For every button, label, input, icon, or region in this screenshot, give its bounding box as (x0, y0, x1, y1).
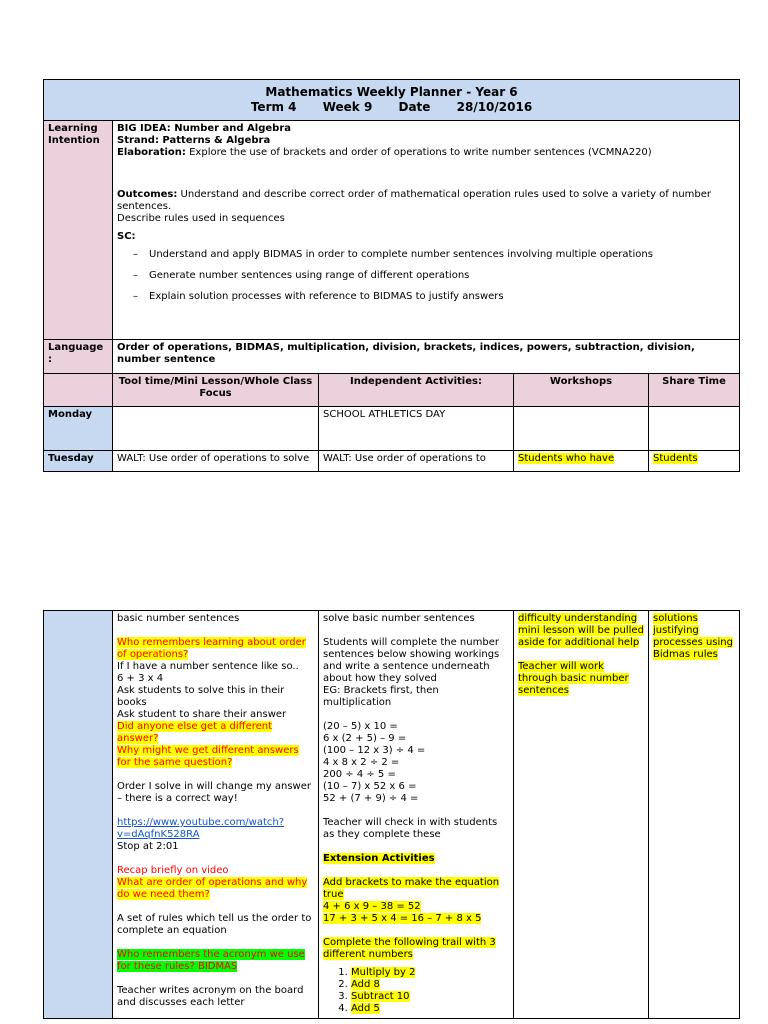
tt-line: 6 + 3 x 4 (117, 673, 164, 684)
planner-title (44, 80, 740, 121)
tuesday-share-text: Students (653, 453, 698, 464)
tuesday-workshops (514, 451, 649, 472)
header-blank-cell (44, 374, 113, 407)
ws-line: Teacher will work through basic number sentences (518, 661, 629, 696)
extension-title: Extension Activities (323, 853, 435, 864)
tt-line: If I have a number sentence like so.. (117, 661, 299, 672)
tt-line: basic number sentences (117, 613, 240, 624)
extension-line: Add brackets to make the equation true (323, 877, 500, 900)
outcomes (117, 189, 735, 213)
planner-table-page-2 (43, 610, 740, 1019)
tt-line: Order I solve in will change my answer – there is a correct way! (117, 781, 312, 804)
strand: Strand: Patterns & Algebra (117, 135, 271, 146)
planner-title-text: Mathematics Weekly Planner - Year 6 (265, 85, 518, 99)
sc-label: SC: (117, 231, 136, 242)
planner-table-page-1 (43, 79, 740, 472)
extension-line: Complete the following trail with 3 different numbers (323, 937, 496, 960)
trail-step: 2. Add 8 (351, 979, 509, 991)
tt-question: Why might we get different answers for the same question? (117, 745, 299, 768)
outcomes-label: Outcomes: (117, 189, 178, 200)
trail-steps (323, 967, 509, 1015)
col-header-workshops: Workshops (514, 374, 649, 407)
sc-item: – Generate number sentences using range of different operations (133, 270, 735, 282)
col-header-share-time: Share Time (649, 374, 740, 407)
monday-share (649, 407, 740, 451)
continued-tool-time (113, 611, 319, 1019)
tt-line: Teacher writes acronym on the board and discusses each letter (117, 985, 304, 1008)
tt-question: Did anyone else get a different answer? (117, 721, 273, 744)
continued-share (649, 611, 740, 1019)
extension-line: 17 + 3 + 5 x 4 = 16 – 7 + 8 x 5 (323, 913, 482, 924)
language-text: Order of operations, BIDMAS, multiplication, division, brackets, indices, powers, subtraction, division, number sentence (113, 340, 740, 374)
ind-line: Students will complete the number sentences below showing workings and write a sentence underneath about how they solved (323, 637, 500, 684)
monday-tool-time (113, 407, 319, 451)
week: Week 9 (322, 100, 373, 114)
monday-workshops (514, 407, 649, 451)
tt-line: Ask students to solve this in their books (117, 685, 285, 708)
tt-line: A set of rules which tell us the order to complete an equation (117, 913, 312, 936)
equation: (10 – 7) x 52 x 6 = (323, 781, 417, 792)
continued-workshops (514, 611, 649, 1019)
elaboration-label: Elaboration: (117, 147, 186, 158)
share-line: solutions justifying processes using Bidmas rules (653, 613, 733, 660)
equation: (100 – 12 x 3) ÷ 4 = (323, 745, 426, 756)
date-label: Date (398, 100, 431, 114)
term: Term 4 (250, 100, 297, 114)
tt-question-green: Who remembers the acronym we use for these rules? BIDMAS (117, 949, 305, 972)
equation: 4 x 8 x 2 ÷ 2 = (323, 757, 400, 768)
col-header-tool-time: Tool time/Mini Lesson/Whole Class Focus (113, 374, 319, 407)
ind-line: Teacher will check in with students as they complete these (323, 817, 498, 840)
tuesday-share (649, 451, 740, 472)
tuesday-tool-time: WALT: Use order of operations to solve (113, 451, 319, 472)
tt-question: What are order of operations and why do we need them? (117, 877, 308, 900)
language-label: Language : (44, 340, 113, 374)
col-header-independent: Independent Activities: (319, 374, 514, 407)
monday-independent: SCHOOL ATHLETICS DAY (319, 407, 514, 451)
outcomes-2: Describe rules used in sequences (117, 213, 285, 224)
outcomes-text: Understand and describe correct order of mathematical operation rules used to solve a variety of number sentences. (117, 189, 712, 212)
sc-list (117, 249, 735, 303)
day-label-monday: Monday (44, 407, 113, 451)
sc-item: – Explain solution processes with reference to BIDMAS to justify answers (133, 291, 735, 303)
tt-recap: Recap briefly on video (117, 865, 229, 876)
trail-step: 1. Multiply by 2 (351, 967, 509, 979)
continued-independent (319, 611, 514, 1019)
elaboration-text: Explore the use of brackets and order of operations to write number sentences (VCMNA220) (189, 147, 652, 158)
sc-item: – Understand and apply BIDMAS in order to complete number sentences involving multiple operations (133, 249, 735, 261)
trail-step: 4. Add 5 (351, 1003, 509, 1015)
big-idea: BIG IDEA: Number and Algebra (117, 123, 292, 134)
ind-line: EG: Brackets first, then multiplication (323, 685, 439, 708)
equation: 200 ÷ 4 ÷ 5 = (323, 769, 396, 780)
tuesday-workshops-text: Students who have (518, 453, 615, 464)
tuesday-independent: WALT: Use order of operations to (319, 451, 514, 472)
youtube-link[interactable]: https://www.youtube.com/watch?v=dAqfnK528RA (117, 817, 285, 840)
elaboration (117, 147, 735, 159)
equation: 52 + (7 + 9) ÷ 4 = (323, 793, 419, 804)
continued-day-cell (44, 611, 113, 1019)
trail-step: 3. Subtract 10 (351, 991, 509, 1003)
day-label-tuesday: Tuesday (44, 451, 113, 472)
tt-question: Who remembers learning about order of operations? (117, 637, 306, 660)
date-value: 28/10/2016 (456, 100, 533, 114)
learning-intention-label: Learning Intention (44, 121, 113, 340)
ind-line: solve basic number sentences (323, 613, 475, 624)
tt-line: Ask student to share their answer (117, 709, 287, 720)
term-week-date (48, 100, 735, 115)
extension-line: 4 + 6 x 9 – 38 = 52 (323, 901, 421, 912)
tt-line: Stop at 2:01 (117, 841, 179, 852)
learning-intention-content (113, 121, 740, 340)
ws-line: difficulty understanding mini lesson will be pulled aside for additional help (518, 613, 644, 648)
equation: 6 x (2 + 5) – 9 = (323, 733, 407, 744)
equation: (20 – 5) x 10 = (323, 721, 398, 732)
